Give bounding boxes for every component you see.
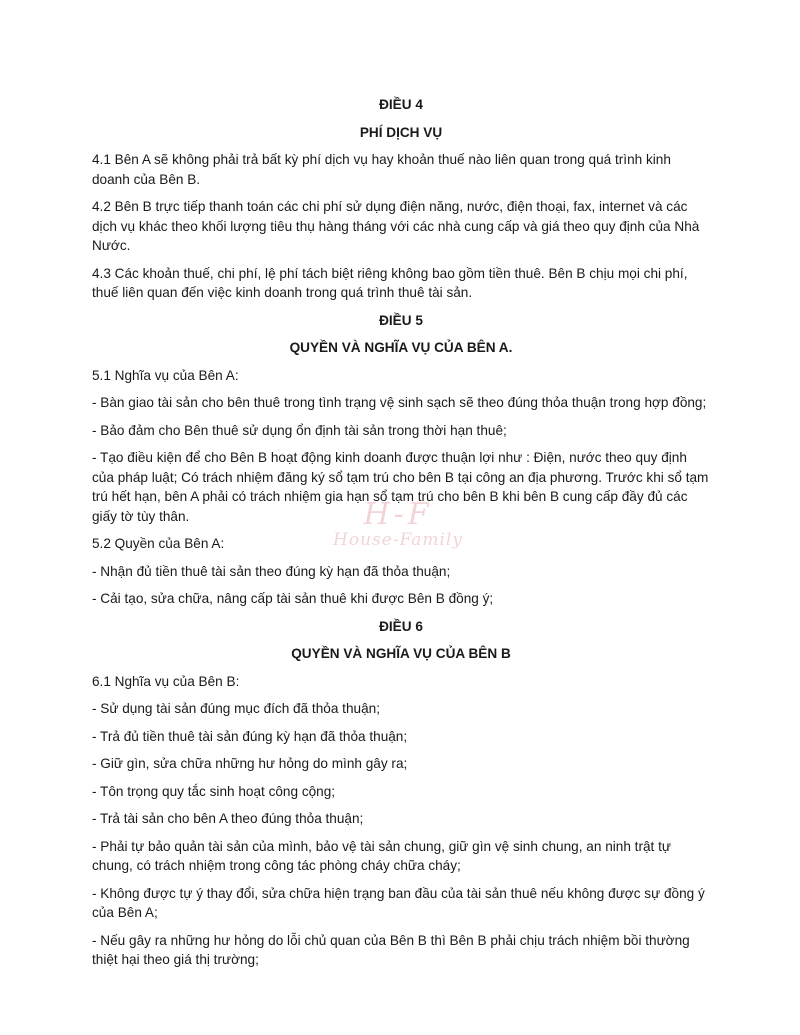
paragraph: - Tạo điều kiện để cho Bên B hoạt động kinh doanh được thuận lợi như : Điện, nước theo quy định của pháp luật; Có trách nhiệm đăng ký sổ tạm trú cho bên B tại công an địa phương. Trước khi sổ tạm trú hết hạn, bên A phải có trách nhiệm gia hạn sổ tạm trú cho bên B khi bên B cung cấp đầy đủ các giấy tờ tùy thân.	[92, 450, 709, 524]
paragraph: - Giữ gìn, sửa chữa những hư hỏng do mình gây ra;	[92, 756, 408, 771]
section-heading: QUYỀN VÀ NGHĨA VỤ CỦA BÊN A.	[289, 340, 513, 355]
section-heading: ĐIỀU 6	[379, 618, 423, 634]
paragraph: - Không được tự ý thay đổi, sửa chữa hiện trạng ban đầu của tài sản thuê nếu không được sự đồng ý của Bên A;	[92, 885, 705, 920]
paragraph: - Bàn giao tài sản cho bên thuê trong tình trạng vệ sinh sạch sẽ theo đúng thỏa thuận trong hợp đồng;	[92, 395, 707, 410]
watermark-text: House-Family	[333, 530, 463, 550]
paragraph: - Sử dụng tài sản đúng mục đích đã thỏa thuận;	[92, 701, 380, 716]
paragraph: - Nếu gây ra những hư hỏng do lỗi chủ quan của Bên B thì Bên B phải chịu trách nhiệm bồi thường thiệt hại theo giá thị trường;	[92, 932, 690, 967]
paragraph: - Phải tự bảo quản tài sản của mình, bảo vệ tài sản chung, giữ gìn vệ sinh chung, an ninh trật tự chung, có trách nhiệm trong công tác phòng cháy chữa cháy;	[92, 838, 671, 873]
paragraph: - Tôn trọng quy tắc sinh hoạt công cộng;	[92, 783, 336, 799]
paragraph: 4.3 Các khoản thuế, chi phí, lệ phí tách biệt riêng không bao gồm tiền thuê. Bên B chịu mọi chi phí, thuế liên quan đến việc kinh doanh trong quá trình thuê tài sản.	[92, 265, 688, 300]
section-heading: ĐIỀU 5	[379, 312, 423, 328]
watermark-monogram: H-F	[363, 497, 433, 532]
paragraph: 6.1 Nghĩa vụ của Bên B:	[92, 673, 240, 689]
document-body	[92, 95, 710, 978]
paragraph: 5.2 Quyền của Bên A:	[92, 536, 225, 551]
paragraph: - Bảo đảm cho Bên thuê sử dụng ổn định tài sản trong thời hạn thuê;	[92, 422, 507, 438]
section-heading: ĐIỀU 4	[379, 97, 423, 112]
paragraph: - Trả đủ tiền thuê tài sản đúng kỳ hạn đã thỏa thuận;	[92, 728, 408, 744]
paragraph: 4.1 Bên A sẽ không phải trả bất kỳ phí dịch vụ hay khoản thuế nào liên quan trong quá trình kinh doanh của Bên B.	[92, 152, 671, 187]
paragraph: 4.2 Bên B trực tiếp thanh toán các chi phí sử dụng điện năng, nước, điện thoại, fax, internet và các dịch vụ khác theo khối lượng tiêu thụ hàng tháng với các nhà cung cấp và giá theo quy định của Nhà Nước.	[92, 199, 700, 253]
paragraph: - Trả tài sản cho bên A theo đúng thỏa thuận;	[92, 811, 364, 826]
paragraph: - Nhận đủ tiền thuê tài sản theo đúng kỳ hạn đã thỏa thuận;	[92, 563, 451, 579]
section-heading: PHÍ DỊCH VỤ	[359, 124, 443, 140]
paragraph: - Cải tạo, sửa chữa, nâng cấp tài sản thuê khi được Bên B đồng ý;	[92, 591, 494, 606]
paragraph: 5.1 Nghĩa vụ của Bên A:	[92, 367, 239, 383]
section-heading: QUYỀN VÀ NGHĨA VỤ CỦA BÊN B	[291, 646, 511, 661]
